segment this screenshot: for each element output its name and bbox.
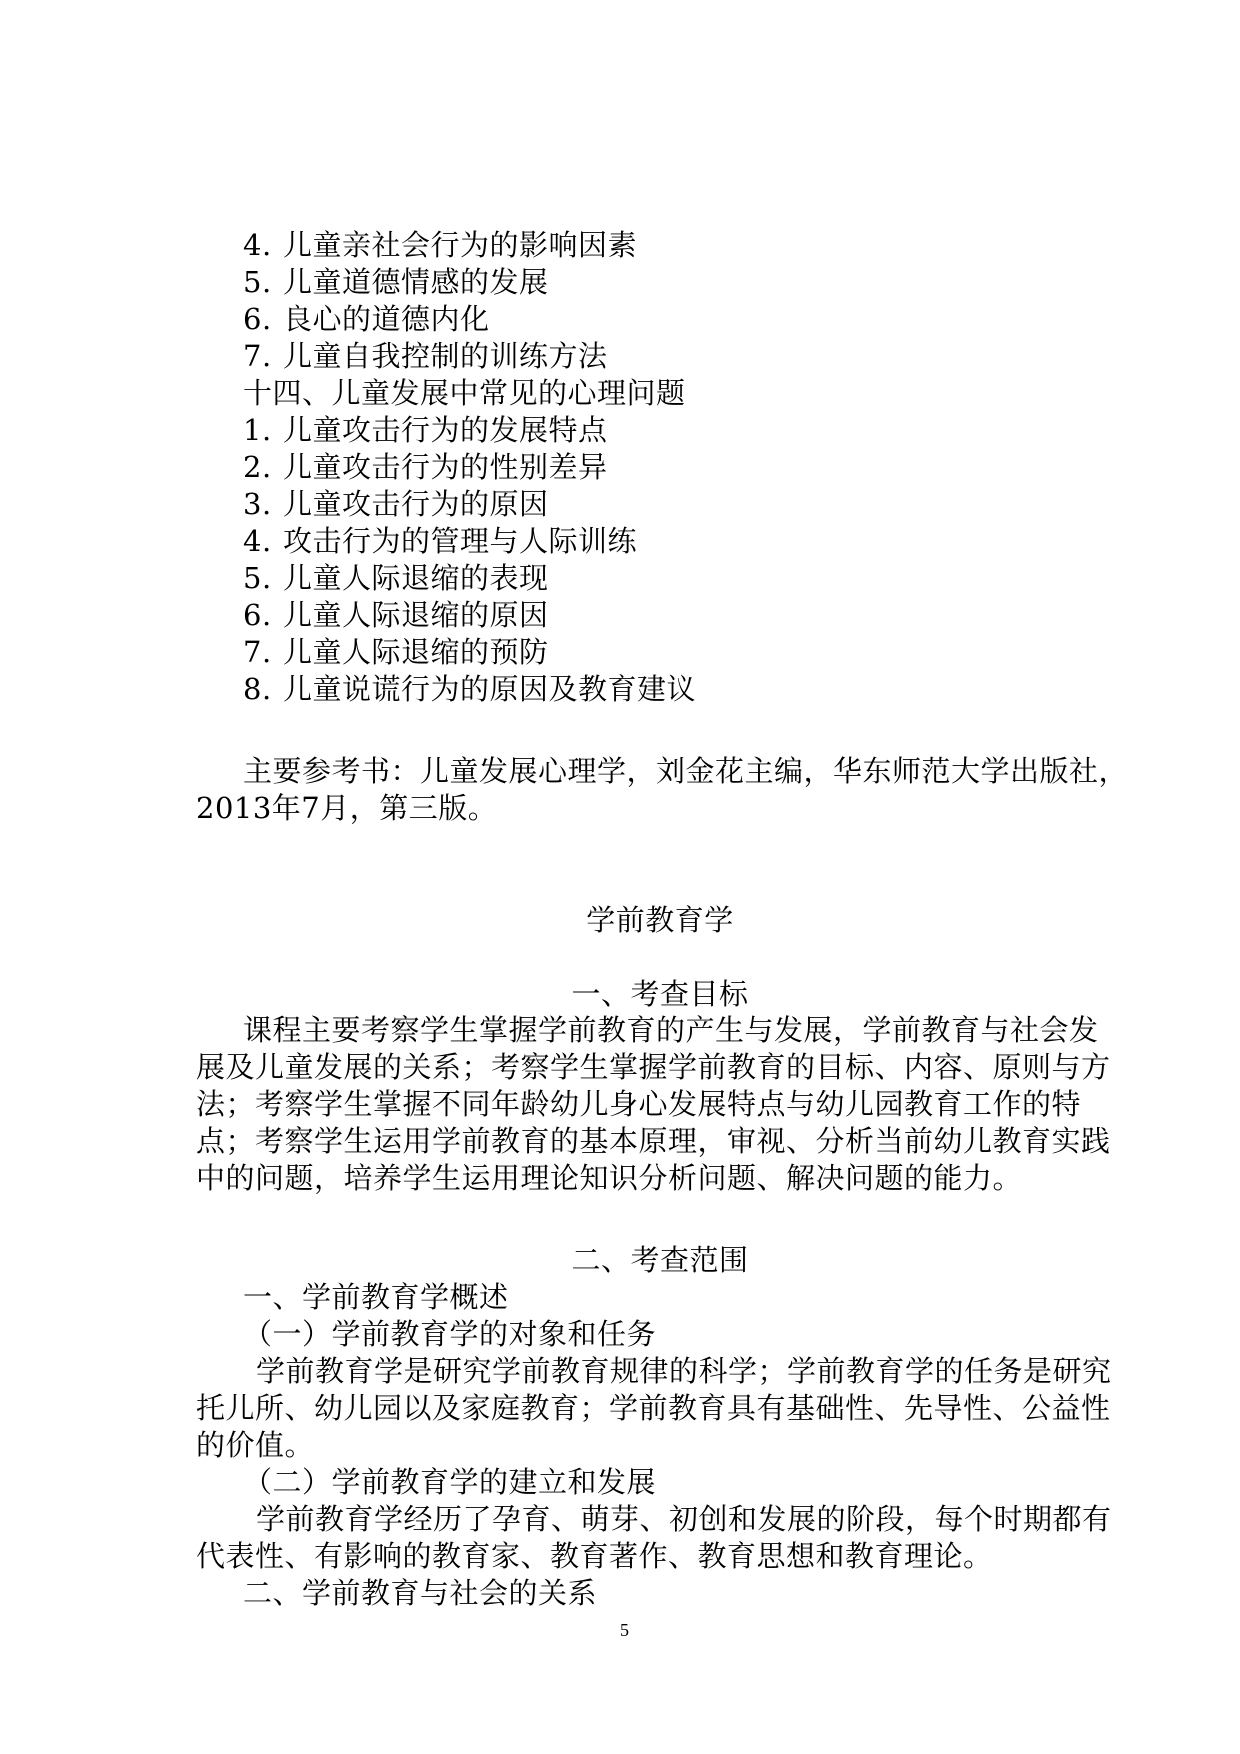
subsection-heading: （一）学前教育学的对象和任务 (243, 1317, 657, 1351)
section-heading: 一、考查目标 (571, 977, 749, 1011)
list-item: 1. 儿童攻击行为的发展特点 (243, 413, 608, 447)
list-item: 3. 儿童攻击行为的原因 (243, 487, 549, 521)
list-item: 7. 儿童人际退缩的预防 (243, 635, 549, 669)
page-number: 5 (620, 1620, 629, 1640)
paragraph-line: 托儿所、幼儿园以及家庭教育；学前教育具有基础性、先导性、公益性 (196, 1391, 1111, 1425)
list-item: 5. 儿童人际退缩的表现 (243, 561, 549, 595)
reference-text: 2013年7月，第三版。 (196, 791, 498, 825)
list-item: 2. 儿童攻击行为的性别差异 (243, 450, 608, 484)
course-title: 学前教育学 (586, 903, 734, 937)
paragraph-line: 法；考察学生掌握不同年龄幼儿身心发展特点与幼儿园教育工作的特 (196, 1087, 1082, 1121)
paragraph-line: 点；考察学生运用学前教育的基本原理，审视、分析当前幼儿教育实践 (196, 1124, 1111, 1158)
paragraph-line: 学前教育学经历了孕育、萌芽、初创和发展的阶段，每个时期都有 (256, 1502, 1112, 1536)
paragraph-line: 课程主要考察学生掌握学前教育的产生与发展，学前教育与社会发 (243, 1013, 1099, 1047)
paragraph-line: 代表性、有影响的教育家、教育著作、教育思想和教育理论。 (196, 1539, 993, 1573)
section-heading: 十四、儿童发展中常见的心理问题 (243, 376, 686, 410)
list-item: 4. 儿童亲社会行为的影响因素 (243, 228, 638, 262)
paragraph-line: 的价值。 (196, 1428, 315, 1462)
list-item: 7. 儿童自我控制的训练方法 (243, 339, 608, 373)
section-heading: 二、考查范围 (571, 1243, 749, 1277)
part-heading: 一、学前教育学概述 (243, 1280, 509, 1314)
reference-text: 主要参考书：儿童发展心理学，刘金花主编，华东师范大学出版社， (243, 754, 1129, 788)
list-item: 4. 攻击行为的管理与人际训练 (243, 524, 638, 558)
list-item: 5. 儿童道德情感的发展 (243, 265, 549, 299)
subsection-heading: （二）学前教育学的建立和发展 (243, 1465, 657, 1499)
paragraph-line: 中的问题，培养学生运用理论知识分析问题、解决问题的能力。 (196, 1161, 1023, 1195)
part-heading: 二、学前教育与社会的关系 (243, 1576, 598, 1610)
paragraph-line: 学前教育学是研究学前教育规律的科学；学前教育学的任务是研究 (256, 1354, 1112, 1388)
list-item: 8. 儿童说谎行为的原因及教育建议 (243, 672, 697, 706)
list-item: 6. 良心的道德内化 (243, 302, 490, 336)
paragraph-line: 展及儿童发展的关系；考察学生掌握学前教育的目标、内容、原则与方 (196, 1050, 1111, 1084)
list-item: 6. 儿童人际退缩的原因 (243, 598, 549, 632)
